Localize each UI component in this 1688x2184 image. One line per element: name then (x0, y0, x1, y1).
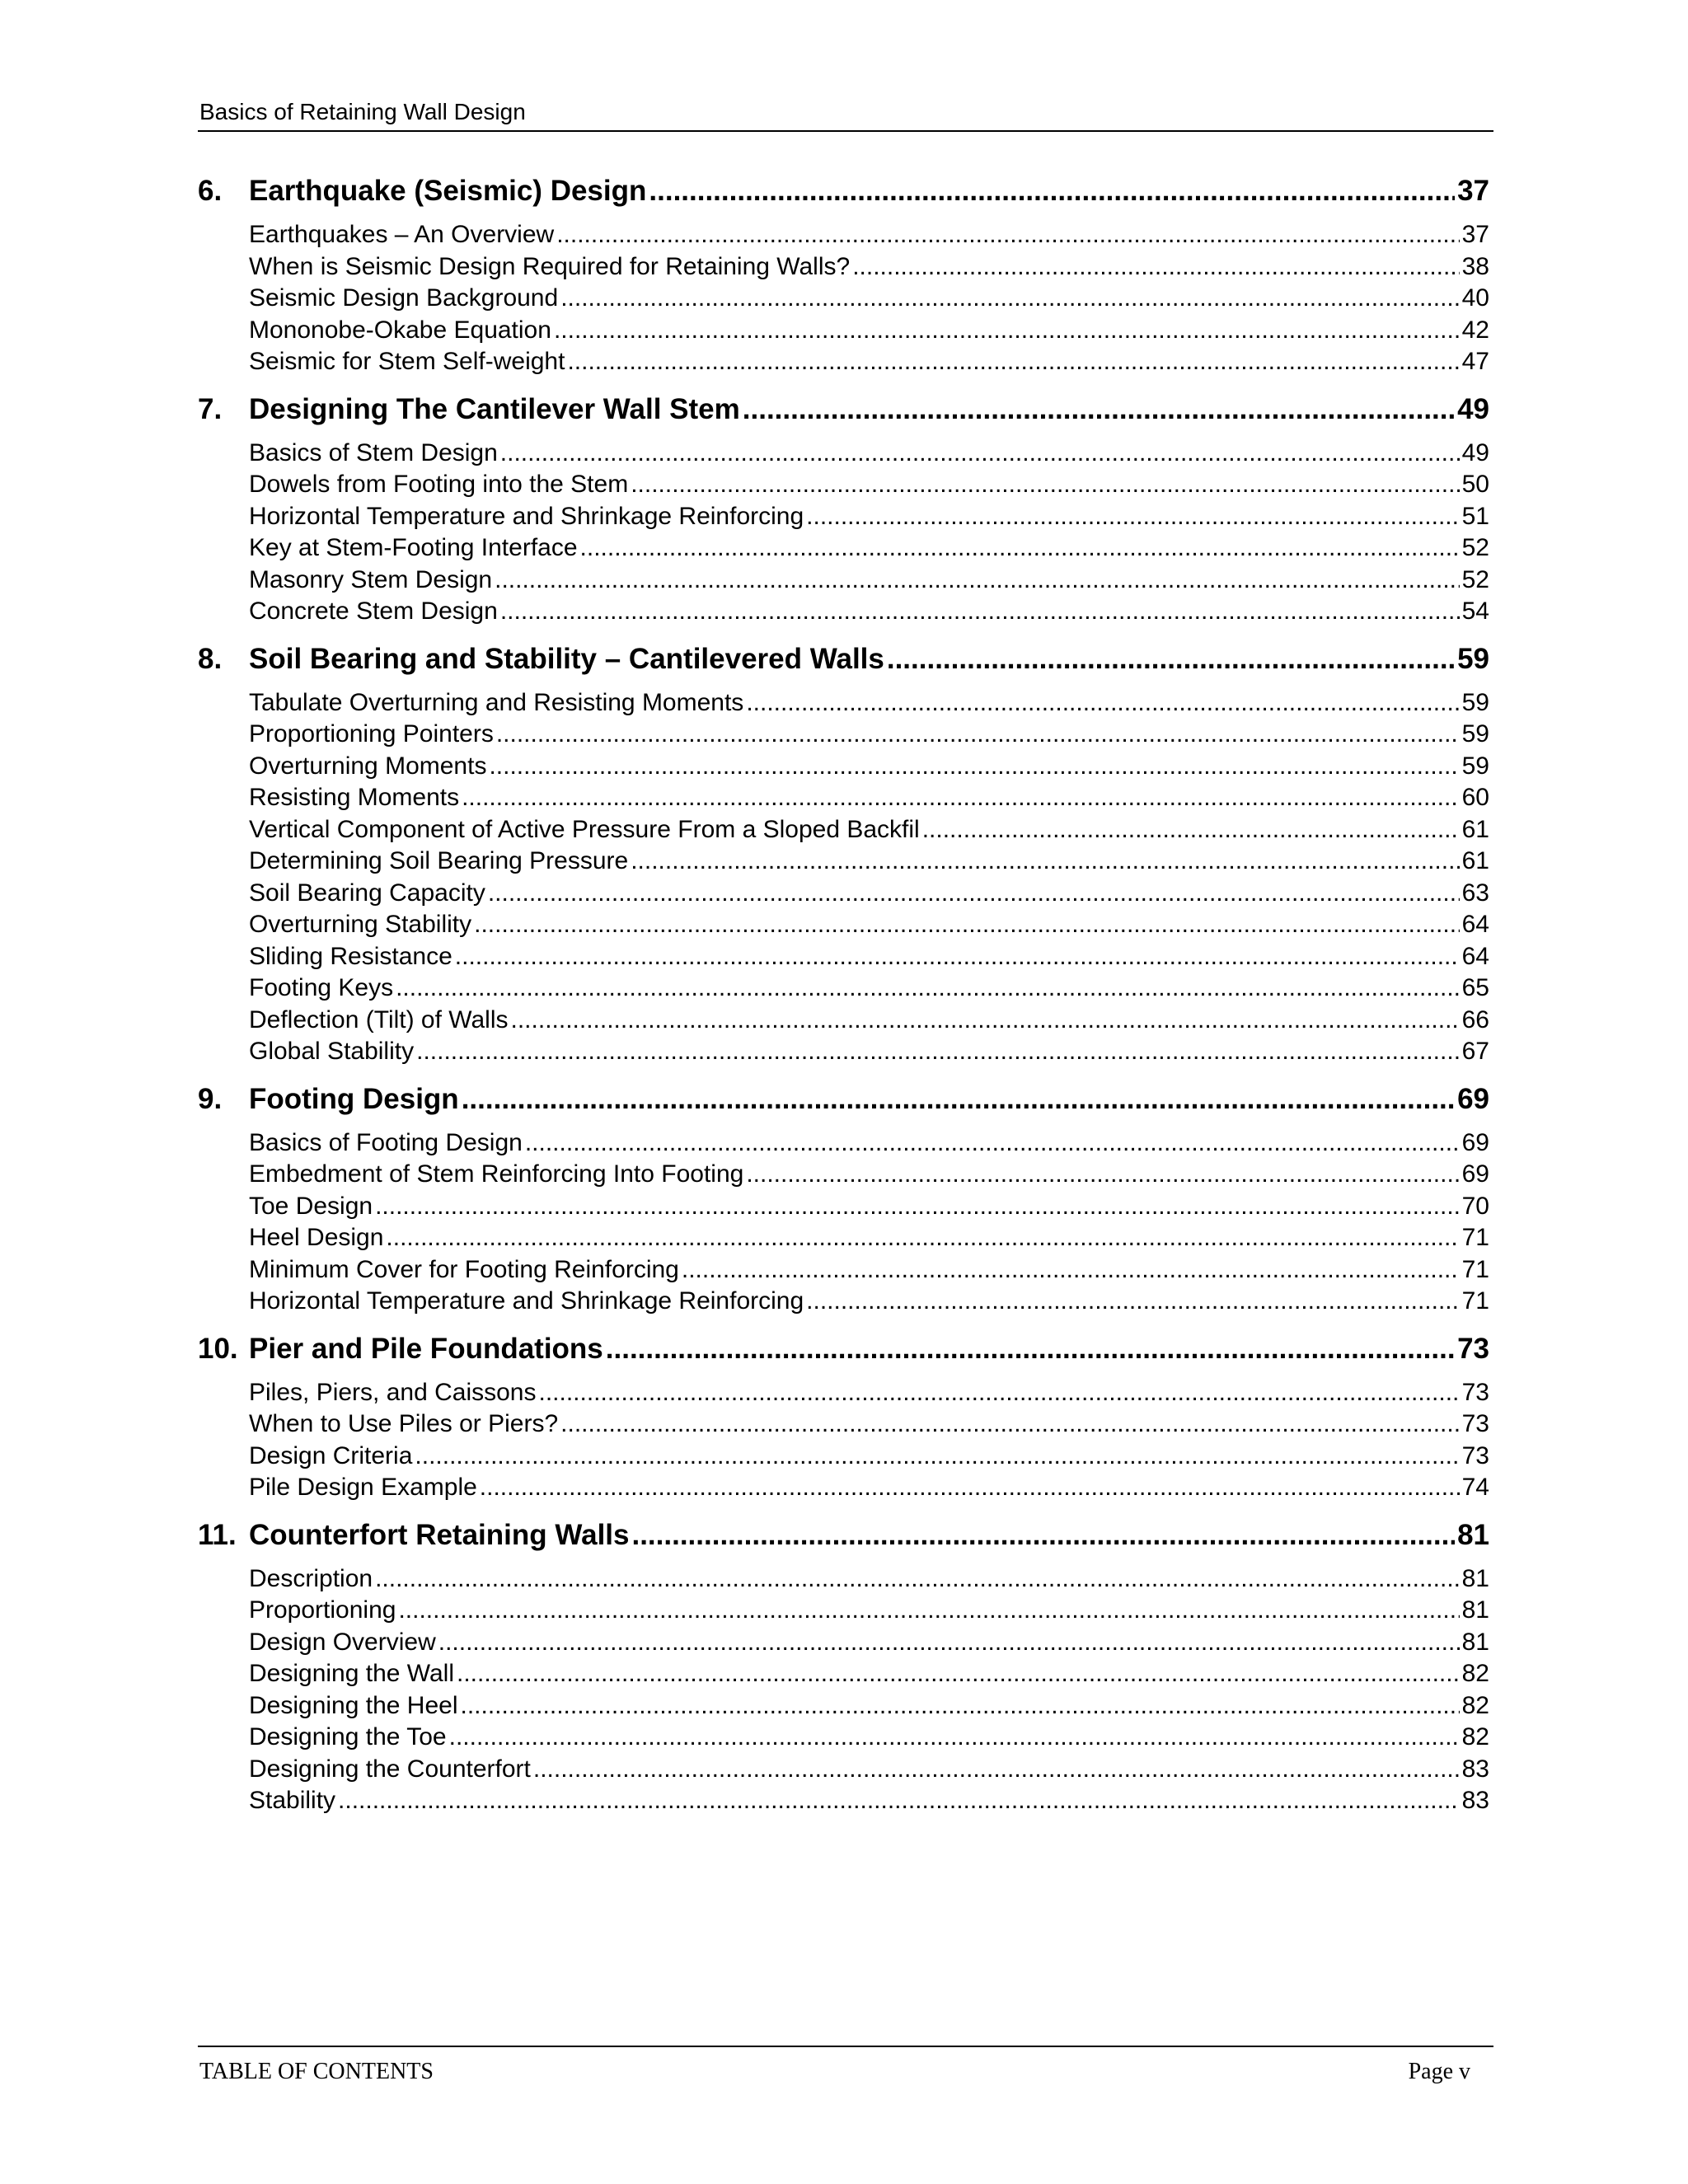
section-page-number: 74 (1461, 1474, 1489, 1501)
toc-section-entry[interactable] (198, 1627, 1493, 1659)
toc-chapter-entry[interactable] (198, 1083, 1493, 1116)
section-page-number: 59 (1461, 720, 1489, 748)
section-page-number: 82 (1461, 1691, 1489, 1719)
section-title: Design Criteria (249, 1441, 413, 1469)
section-page-number: 42 (1461, 316, 1489, 344)
chapter-page-number: 49 (1457, 392, 1489, 425)
section-title: Determining Soil Bearing Pressure (249, 847, 629, 874)
toc-section-entry[interactable] (198, 1472, 1493, 1504)
section-title: Designing the Wall (249, 1660, 455, 1687)
toc-section-entry[interactable] (198, 846, 1493, 878)
chapter-title: Footing Design (249, 1082, 459, 1115)
toc-section-entry[interactable] (198, 469, 1493, 501)
chapter-title: Designing The Cantilever Wall Stem (249, 392, 740, 425)
toc-chapter-entry[interactable] (198, 393, 1493, 426)
chapter-title: Counterfort Retaining Walls (249, 1518, 630, 1551)
dot-leader (631, 846, 1459, 878)
dot-leader (495, 565, 1460, 597)
chapter-number: 6. (198, 175, 223, 207)
section-page-number: 54 (1461, 598, 1489, 625)
chapter-title: Soil Bearing and Stability – Cantilevered Walls (249, 642, 884, 675)
dot-leader (396, 972, 1460, 1005)
section-title: Resisting Moments (249, 784, 460, 811)
section-title: Embedment of Stem Reinforcing Into Footing (249, 1160, 744, 1188)
dot-leader (480, 1472, 1460, 1504)
chapter-page-number: 69 (1457, 1082, 1489, 1115)
section-title: Masonry Stem Design (249, 565, 493, 593)
dot-leader (631, 469, 1459, 501)
section-page-number: 59 (1461, 688, 1489, 716)
section-title: Vertical Component of Active Pressure From a Sloped Backfil (249, 815, 920, 843)
dot-leader (489, 751, 1459, 783)
section-title: Design Overview (249, 1628, 436, 1656)
section-page-number: 52 (1461, 534, 1489, 561)
dot-leader (511, 1005, 1460, 1037)
section-page-number: 82 (1461, 1660, 1489, 1687)
chapter-page-number: 59 (1457, 642, 1489, 675)
toc-section-entry[interactable] (198, 1690, 1493, 1722)
chapter-title: Earthquake (Seismic) Design (249, 175, 647, 207)
section-page-number: 69 (1461, 1128, 1489, 1156)
dot-leader (457, 1658, 1460, 1690)
section-title: Global Stability (249, 1038, 415, 1065)
dot-leader (746, 687, 1459, 719)
section-title: Dowels from Footing into the Stem (249, 471, 629, 498)
section-page-number: 70 (1461, 1192, 1489, 1220)
section-page-number: 64 (1461, 942, 1489, 970)
toc-section-entry[interactable] (198, 751, 1493, 783)
dot-leader (416, 1036, 1460, 1068)
dot-leader (496, 719, 1460, 751)
toc-section-entry[interactable] (198, 501, 1493, 533)
dot-leader (631, 1519, 1455, 1552)
dot-leader (556, 219, 1459, 251)
dot-leader (746, 1159, 1459, 1191)
toc-section-entry[interactable] (198, 941, 1493, 973)
toc-section-entry[interactable] (198, 687, 1493, 719)
section-page-number: 64 (1461, 911, 1489, 938)
section-page-number: 59 (1461, 752, 1489, 780)
dot-leader (533, 1754, 1460, 1786)
page-footer (198, 2046, 1493, 2084)
toc-section-entry[interactable] (198, 532, 1493, 565)
section-page-number: 81 (1461, 1564, 1489, 1592)
section-title: Designing the Heel (249, 1691, 458, 1719)
dot-leader (922, 814, 1460, 846)
section-page-number: 61 (1461, 847, 1489, 874)
section-title: When to Use Piles or Piers? (249, 1410, 559, 1437)
toc-section-entry[interactable] (198, 1785, 1493, 1817)
chapter-title: Pier and Pile Foundations (249, 1332, 603, 1365)
toc-section-entry[interactable] (198, 1127, 1493, 1160)
chapter-page-number: 37 (1457, 175, 1489, 207)
section-title: Horizontal Temperature and Shrinkage Reinforcing (249, 1287, 804, 1315)
dot-leader (806, 501, 1459, 533)
dot-leader (500, 438, 1460, 470)
dot-leader (580, 532, 1460, 565)
dot-leader (398, 1595, 1459, 1627)
section-title: Proportioning (249, 1596, 396, 1624)
chapter-number: 8. (198, 642, 223, 675)
dot-leader (386, 1222, 1459, 1254)
toc-section-entry[interactable] (198, 1595, 1493, 1627)
toc-chapter-entry[interactable] (198, 643, 1493, 676)
footer-section-label: TABLE OF CONTENTS (199, 2059, 434, 2084)
section-title: Stability (249, 1787, 336, 1814)
chapter-number: 11. (198, 1518, 237, 1551)
table-of-contents (198, 175, 1493, 1817)
section-page-number: 73 (1461, 1441, 1489, 1469)
section-title: Proportioning Pointers (249, 720, 494, 748)
section-title: Designing the Toe (249, 1723, 447, 1750)
toc-section-entry[interactable] (198, 283, 1493, 315)
toc-section-entry[interactable] (198, 878, 1493, 910)
dot-leader (461, 1690, 1460, 1722)
section-title: Key at Stem-Footing Interface (249, 534, 578, 561)
section-title: Heel Design (249, 1224, 384, 1251)
dot-leader (743, 393, 1455, 426)
section-page-number: 66 (1461, 1005, 1489, 1033)
section-page-number: 37 (1461, 221, 1489, 248)
section-title: Mononobe-Okabe Equation (249, 316, 551, 344)
toc-section-entry[interactable] (198, 438, 1493, 470)
dot-leader (554, 315, 1460, 347)
header-title: Basics of Retaining Wall Design (199, 99, 526, 124)
section-page-number: 81 (1461, 1596, 1489, 1624)
toc-chapter-entry[interactable] (198, 175, 1493, 208)
toc-section-entry[interactable] (198, 1222, 1493, 1254)
section-title: Minimum Cover for Footing Reinforcing (249, 1255, 679, 1283)
dot-leader (338, 1785, 1460, 1817)
chapter-number: 7. (198, 392, 223, 425)
section-page-number: 50 (1461, 471, 1489, 498)
toc-section-entry[interactable] (198, 1286, 1493, 1318)
section-page-number: 67 (1461, 1038, 1489, 1065)
section-title: Soil Bearing Capacity (249, 879, 485, 907)
section-title: Overturning Moments (249, 752, 487, 780)
dot-leader (887, 643, 1455, 676)
section-page-number: 63 (1461, 879, 1489, 907)
dot-leader (525, 1127, 1460, 1160)
section-page-number: 71 (1461, 1224, 1489, 1251)
toc-chapter-entry[interactable] (198, 1333, 1493, 1366)
dot-leader (488, 878, 1460, 910)
toc-section-entry[interactable] (198, 596, 1493, 628)
section-title: Piles, Piers, and Caissons (249, 1378, 537, 1406)
chapter-number: 9. (198, 1082, 223, 1115)
dot-leader (806, 1286, 1459, 1318)
dot-leader (415, 1441, 1459, 1473)
dot-leader (560, 1408, 1459, 1441)
toc-section-entry[interactable] (198, 782, 1493, 814)
toc-section-entry[interactable] (198, 972, 1493, 1005)
dot-leader (682, 1254, 1460, 1286)
section-page-number: 60 (1461, 784, 1489, 811)
toc-section-entry[interactable] (198, 1441, 1493, 1473)
section-page-number: 61 (1461, 815, 1489, 843)
section-title: Seismic Design Background (249, 284, 559, 312)
section-title: Pile Design Example (249, 1474, 477, 1501)
dot-leader (539, 1377, 1460, 1409)
toc-section-entry[interactable] (198, 251, 1493, 284)
section-title: Basics of Stem Design (249, 438, 498, 466)
section-title: Concrete Stem Design (249, 598, 498, 625)
toc-section-entry[interactable] (198, 1377, 1493, 1409)
section-page-number: 38 (1461, 252, 1489, 280)
section-title: Toe Design (249, 1192, 373, 1220)
dot-leader (474, 909, 1460, 941)
section-page-number: 81 (1461, 1628, 1489, 1656)
toc-chapter-entry[interactable] (198, 1519, 1493, 1552)
section-page-number: 52 (1461, 565, 1489, 593)
chapter-page-number: 73 (1457, 1332, 1489, 1365)
toc-section-entry[interactable] (198, 346, 1493, 378)
toc-section-entry[interactable] (198, 1159, 1493, 1191)
toc-section-entry[interactable] (198, 219, 1493, 251)
dot-leader (375, 1191, 1460, 1223)
section-title: Horizontal Temperature and Shrinkage Reinforcing (249, 502, 804, 530)
section-title: Overturning Stability (249, 911, 472, 938)
toc-section-entry[interactable] (198, 1408, 1493, 1441)
toc-section-entry[interactable] (198, 909, 1493, 941)
toc-section-entry[interactable] (198, 1722, 1493, 1754)
footer-page-number: Page v (1408, 2059, 1470, 2084)
toc-section-entry[interactable] (198, 1191, 1493, 1223)
section-page-number: 65 (1461, 974, 1489, 1001)
section-title: Deflection (Tilt) of Walls (249, 1005, 509, 1033)
toc-section-entry[interactable] (198, 1658, 1493, 1690)
dot-leader (500, 596, 1460, 628)
chapter-page-number: 81 (1457, 1518, 1489, 1551)
section-page-number: 47 (1461, 348, 1489, 375)
dot-leader (852, 251, 1459, 284)
section-page-number: 51 (1461, 502, 1489, 530)
section-title: Basics of Footing Design (249, 1128, 523, 1156)
section-page-number: 40 (1461, 284, 1489, 312)
section-title: Description (249, 1564, 373, 1592)
dot-leader (606, 1333, 1455, 1366)
section-page-number: 69 (1461, 1160, 1489, 1188)
section-page-number: 71 (1461, 1287, 1489, 1315)
page-header (198, 97, 1493, 132)
dot-leader (462, 782, 1460, 814)
toc-section-entry[interactable] (198, 1254, 1493, 1286)
section-page-number: 73 (1461, 1410, 1489, 1437)
chapter-number: 10. (198, 1332, 238, 1365)
dot-leader (462, 1083, 1455, 1116)
dot-leader (449, 1722, 1460, 1754)
toc-section-entry[interactable] (198, 1563, 1493, 1596)
section-title: When is Seismic Design Required for Retaining Walls? (249, 252, 851, 280)
section-page-number: 49 (1461, 438, 1489, 466)
section-title: Sliding Resistance (249, 942, 452, 970)
section-title: Tabulate Overturning and Resisting Moments (249, 688, 744, 716)
toc-section-entry[interactable] (198, 719, 1493, 751)
section-page-number: 83 (1461, 1787, 1489, 1814)
section-page-number: 82 (1461, 1723, 1489, 1750)
toc-section-entry[interactable] (198, 1036, 1493, 1068)
section-title: Footing Keys (249, 974, 394, 1001)
toc-section-entry[interactable] (198, 814, 1493, 846)
section-page-number: 73 (1461, 1378, 1489, 1406)
dot-leader (375, 1563, 1460, 1596)
dot-leader (560, 283, 1459, 315)
toc-section-entry[interactable] (198, 1005, 1493, 1037)
section-title: Earthquakes – An Overview (249, 221, 555, 248)
section-page-number: 71 (1461, 1255, 1489, 1283)
toc-section-entry[interactable] (198, 1754, 1493, 1786)
dot-leader (455, 941, 1460, 973)
toc-section-entry[interactable] (198, 315, 1493, 347)
toc-section-entry[interactable] (198, 565, 1493, 597)
section-title: Designing the Counterfort (249, 1755, 531, 1783)
dot-leader (649, 175, 1455, 208)
section-page-number: 83 (1461, 1755, 1489, 1783)
dot-leader (567, 346, 1459, 378)
dot-leader (438, 1627, 1460, 1659)
section-title: Seismic for Stem Self-weight (249, 348, 565, 375)
